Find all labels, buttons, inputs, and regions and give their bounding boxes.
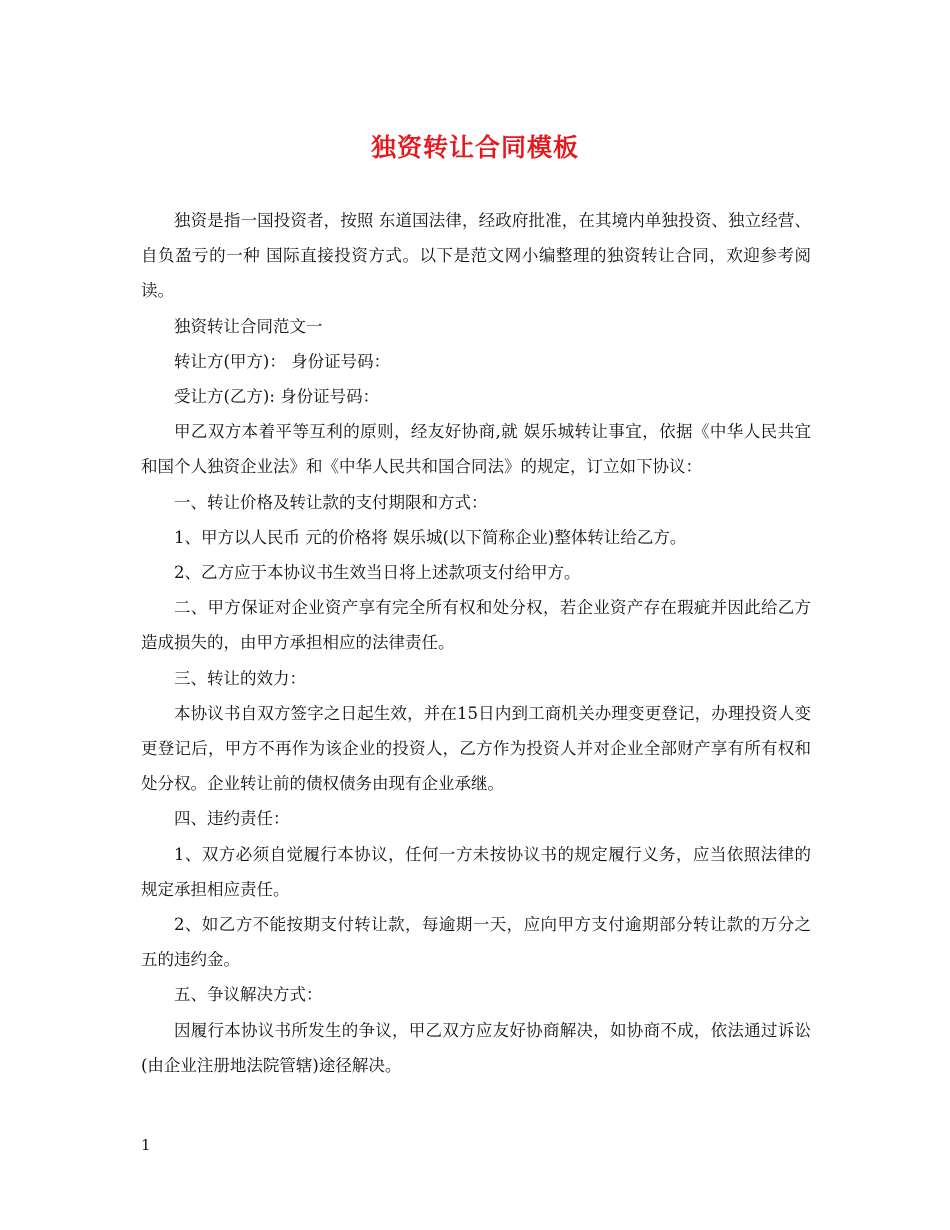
paragraph-preamble: 甲乙双方本着平等互利的原则，经友好协商,就 娱乐城转让事宜，依据《中华人民共宜和国个人独资企业法》和《中华人民共和国合同法》的规定，订立如下协议： bbox=[141, 422, 811, 477]
document-body bbox=[141, 203, 811, 1083]
paragraph-transferee: 受让方(乙方): 身份证号码： bbox=[174, 387, 380, 407]
section-heading-price: 一、转让价格及转让款的支付期限和方式： bbox=[174, 492, 488, 512]
clause-dispute: 因履行本协议书所发生的争议，甲乙双方应友好协商解决，如协商不成，依法通过诉讼(由企业注册地法院管辖)途径解决。 bbox=[141, 1020, 811, 1075]
clause-price-1: 1、甲方以人民币 元的价格将 娱乐城(以下简称企业)整体转让给乙方。 bbox=[174, 527, 687, 547]
paragraph-sample-heading: 独资转让合同范文一 bbox=[174, 316, 323, 336]
section-heading-dispute: 五、争议解决方式： bbox=[174, 985, 323, 1005]
section-guarantee: 二、甲方保证对企业资产享有完全所有权和处分权，若企业资产存在瑕疵并因此给乙方造成损失的，由甲方承担相应的法律责任。 bbox=[141, 598, 811, 653]
section-heading-liability: 四、违约责任： bbox=[174, 809, 290, 829]
document-title: 独资转让合同模板 bbox=[370, 133, 579, 162]
clause-liability-1: 1、双方必须自觉履行本协议，任何一方未按协议书的规定履行义务，应当依照法律的规定承担相应责任。 bbox=[141, 844, 811, 899]
paragraph-intro: 独资是指一国投资者，按照 东道国法律，经政府批准，在其境内单独投资、独立经营、自负盈亏的一种 国际直接投资方式。以下是范文网小编整理的独资转让合同，欢迎参考阅读。 bbox=[141, 211, 811, 301]
clause-liability-2: 2、如乙方不能按期支付转让款，每逾期一天，应向甲方支付逾期部分转让款的万分之五的违约金。 bbox=[141, 915, 811, 970]
paragraph-transferor: 转让方(甲方)： 身份证号码： bbox=[174, 351, 391, 371]
section-heading-effect: 三、转让的效力： bbox=[174, 668, 306, 688]
page-number: 1 bbox=[141, 1136, 151, 1154]
clause-effect: 本协议书自双方签字之日起生效，并在15日内到工商机关办理变更登记，办理投资人变更登记后，甲方不再作为该企业的投资人，乙方作为投资人并对企业全部财产享有所有权和处分权。企业转让前的债权债务由现有企业承继。 bbox=[141, 703, 811, 794]
clause-price-2: 2、乙方应于本协议书生效当日将上述款项支付给甲方。 bbox=[174, 563, 581, 583]
